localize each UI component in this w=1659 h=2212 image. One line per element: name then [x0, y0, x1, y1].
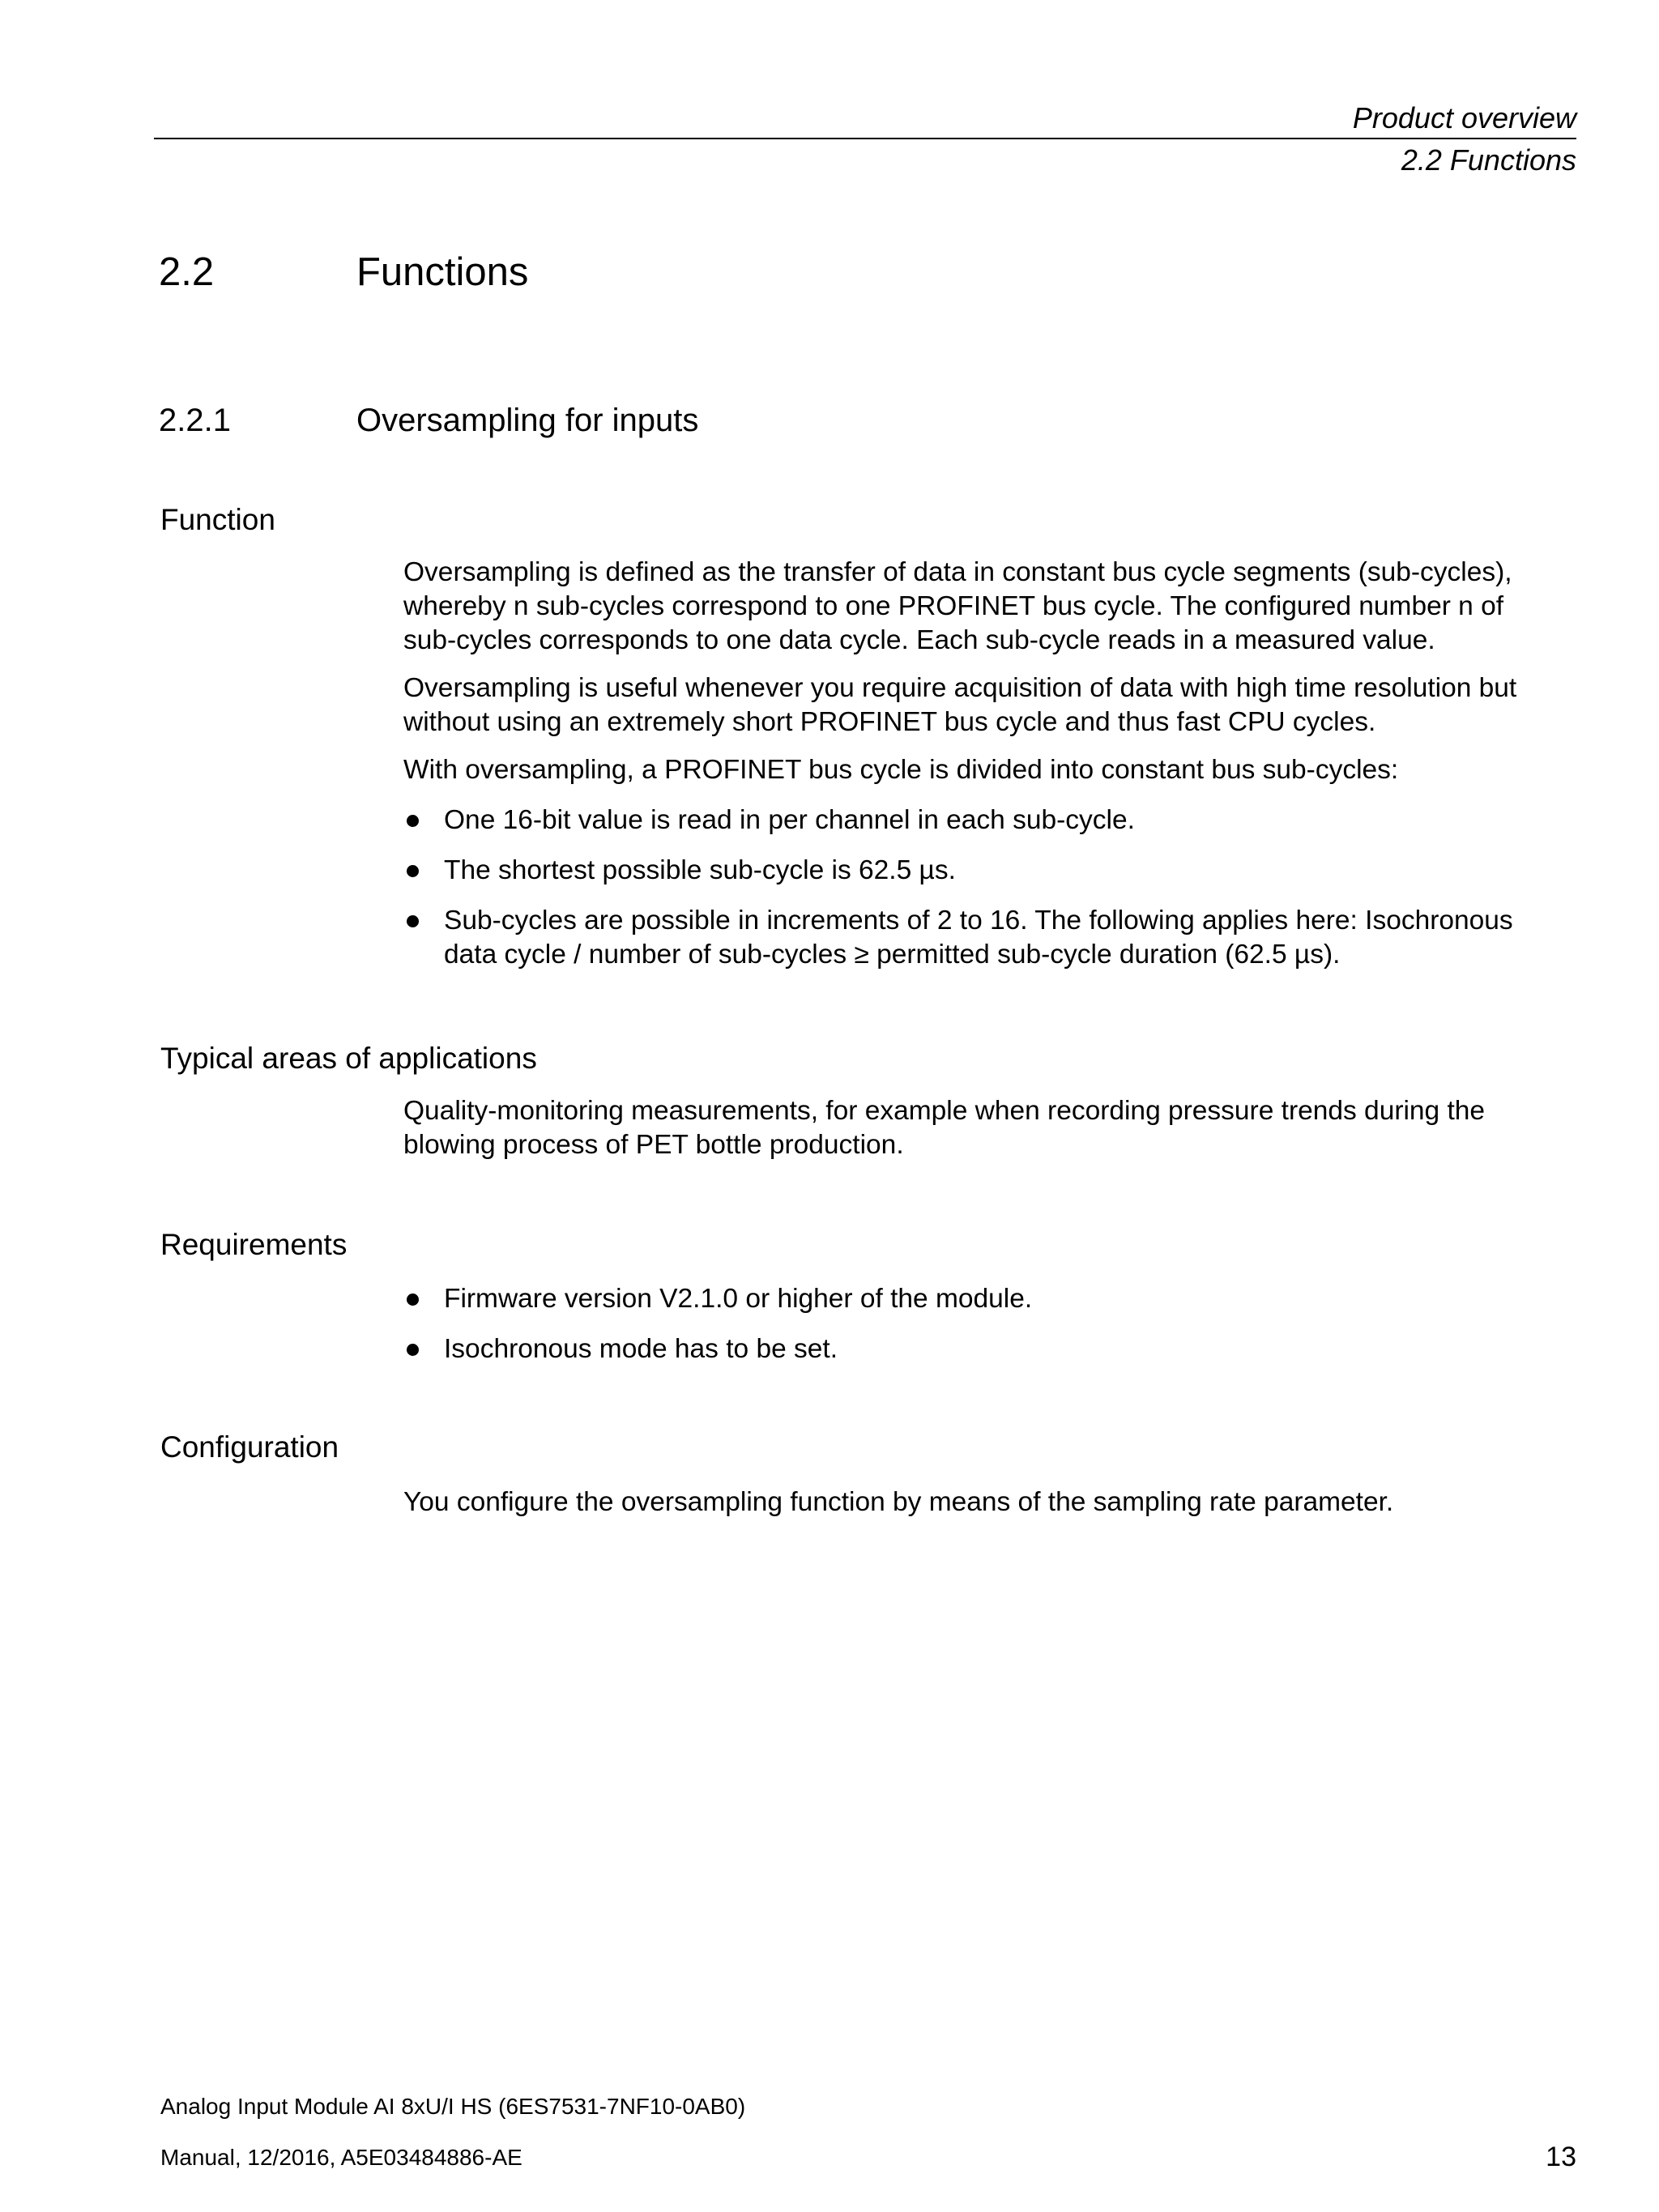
list-item: [403, 854, 1578, 888]
text-line: Quality-monitoring measurements, for example when recording pressure trends during the: [403, 1096, 1486, 1126]
text-line: Isochronous mode has to be set.: [444, 1334, 838, 1364]
function-bullet-2: [403, 854, 1578, 888]
applications-heading: Typical areas of applications: [160, 1042, 537, 1075]
subsection-title: Oversampling for inputs: [356, 403, 699, 438]
list-item: [403, 1332, 1578, 1366]
header-section: 2.2 Functions: [1401, 143, 1576, 177]
header-chapter: Product overview: [1352, 101, 1576, 134]
footer-document-title: Analog Input Module AI 8xU/I HS (6ES7531-7NF10-0AB0): [160, 2094, 746, 2119]
bullet-icon: [407, 1344, 419, 1356]
header-rule: [154, 138, 1576, 139]
text-line: whereby n sub-cycles correspond to one PROFINET bus cycle. The configured number n of: [403, 591, 1504, 621]
text-line: The shortest possible sub-cycle is 62.5 µs.: [444, 855, 956, 885]
text-line: blowing process of PET bottle production.: [403, 1130, 904, 1160]
text-line: One 16-bit value is read in per channel in each sub-cycle.: [444, 805, 1135, 835]
section-number: 2.2: [159, 250, 215, 294]
footer-manual-info: Manual, 12/2016, A5E03484886-AE: [160, 2145, 522, 2170]
page-number: 13: [1546, 2142, 1576, 2172]
text-line: Oversampling is useful whenever you require acquisition of data with high time resolution but: [403, 673, 1517, 703]
requirements-bullet-1: [403, 1282, 1578, 1316]
function-bullet-3: [403, 904, 1578, 972]
text-line: With oversampling, a PROFINET bus cycle is divided into constant bus sub-cycles:: [403, 755, 1399, 785]
bullet-icon: [407, 865, 419, 877]
text-line: You configure the oversampling function by means of the sampling rate parameter.: [403, 1487, 1394, 1517]
applications-paragraph: [403, 1094, 1578, 1162]
running-header: [154, 100, 1576, 178]
list-item: [403, 1282, 1578, 1316]
function-bullet-1: [403, 803, 1578, 837]
list-item: [403, 803, 1578, 837]
configuration-heading: Configuration: [160, 1430, 339, 1464]
function-paragraph-2: [403, 671, 1578, 739]
text-line: Oversampling is defined as the transfer of data in constant bus cycle segments (sub-cycles),: [403, 557, 1512, 587]
text-line: sub-cycles corresponds to one data cycle. Each sub-cycle reads in a measured value.: [403, 625, 1435, 655]
requirements-bullet-2: [403, 1332, 1578, 1366]
text-line: data cycle / number of sub-cycles ≥ permitted sub-cycle duration (62.5 µs).: [444, 940, 1341, 970]
list-item: [403, 904, 1578, 972]
subsection-number: 2.2.1: [159, 403, 231, 438]
function-paragraph-3: [403, 753, 1578, 787]
text-line: Sub-cycles are possible in increments of 2 to 16. The following applies here: Isochronous: [444, 906, 1513, 936]
bullet-icon: [407, 915, 419, 927]
text-line: Firmware version V2.1.0 or higher of the module.: [444, 1284, 1033, 1314]
requirements-heading: Requirements: [160, 1228, 348, 1261]
function-paragraph-1: [403, 556, 1578, 658]
bullet-icon: [407, 1294, 419, 1306]
function-heading: Function: [160, 503, 275, 536]
text-line: without using an extremely short PROFINET bus cycle and thus fast CPU cycles.: [403, 707, 1376, 737]
section-title: Functions: [356, 250, 529, 294]
configuration-paragraph: [403, 1485, 1578, 1519]
bullet-icon: [407, 815, 419, 827]
